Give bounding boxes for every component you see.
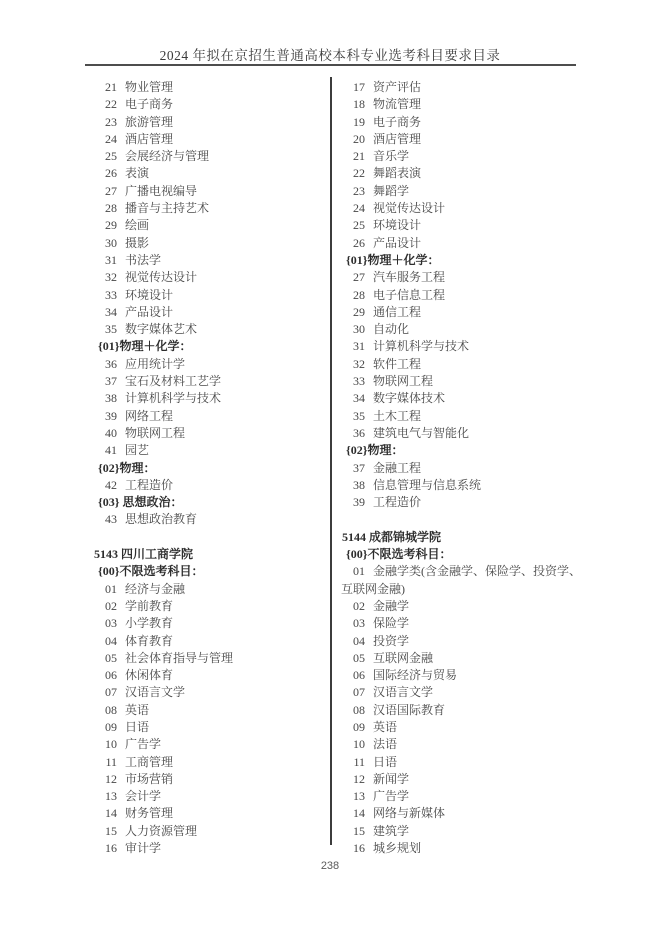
major-name: 舞蹈学 <box>373 183 410 198</box>
major-item <box>93 269 329 286</box>
major-number: 30 <box>105 235 117 250</box>
major-name: 电子商务 <box>125 97 174 112</box>
major-item <box>341 719 641 736</box>
major-number: 12 <box>353 771 365 786</box>
major-name: 绘画 <box>125 218 150 233</box>
major-name: 汉语国际教育 <box>373 702 446 717</box>
section-header: {00}不限选考科目： <box>98 564 204 579</box>
major-name: 建筑电气与智能化 <box>373 425 470 440</box>
major-number: 23 <box>353 183 365 198</box>
major-number: 11 <box>353 754 365 769</box>
major-name: 日语 <box>125 719 150 734</box>
major-number: 36 <box>105 356 117 371</box>
major-item <box>93 598 329 615</box>
major-number: 09 <box>105 719 117 734</box>
major-item <box>93 667 329 684</box>
major-item <box>341 165 641 182</box>
major-item <box>93 823 329 840</box>
major-number: 03 <box>353 616 365 631</box>
major-item <box>93 511 329 528</box>
major-name: 会计学 <box>125 789 162 804</box>
major-number: 19 <box>353 114 365 129</box>
major-number: 13 <box>353 789 365 804</box>
major-item <box>93 408 329 425</box>
major-name: 产品设计 <box>125 304 174 319</box>
major-number: 27 <box>105 183 117 198</box>
major-name: 环境设计 <box>125 287 174 302</box>
major-number: 32 <box>105 270 117 285</box>
major-number: 38 <box>353 477 365 492</box>
major-item <box>93 615 329 632</box>
major-item <box>341 754 641 771</box>
major-name: 体育教育 <box>125 633 174 648</box>
major-item <box>341 771 641 788</box>
major-number: 15 <box>353 823 365 838</box>
major-number: 08 <box>105 702 117 717</box>
major-item <box>93 805 329 822</box>
major-name: 会展经济与管理 <box>125 149 210 164</box>
major-item <box>93 79 329 96</box>
major-item <box>341 321 641 338</box>
major-item <box>341 563 641 580</box>
major-number: 24 <box>105 131 117 146</box>
section-header: {01}物理＋化学： <box>98 339 192 354</box>
major-item <box>341 356 641 373</box>
section-header: {00}不限选考科目： <box>346 547 452 562</box>
major-name: 投资学 <box>373 633 410 648</box>
major-number: 06 <box>353 668 365 683</box>
major-name: 金融学类(含金融学、保险学、投资学、 <box>373 564 581 579</box>
major-number: 39 <box>105 408 117 423</box>
major-item <box>93 131 329 148</box>
major-item <box>341 235 641 252</box>
page-header-title: 2024 年拟在京招生普通高校本科专业选考科目要求目录 <box>159 48 501 63</box>
major-number: 10 <box>353 737 365 752</box>
major-number: 38 <box>105 391 117 406</box>
major-number: 17 <box>353 80 365 94</box>
major-number: 07 <box>105 685 117 700</box>
major-item <box>341 684 641 701</box>
wrap-line: 互联网金融) <box>341 581 405 596</box>
major-name: 财务管理 <box>125 806 174 821</box>
major-item <box>341 79 641 96</box>
major-number: 05 <box>353 650 365 665</box>
major-name: 思想政治教育 <box>125 512 198 527</box>
section-header: {02}物理： <box>346 443 404 458</box>
major-item <box>93 477 329 494</box>
major-item <box>341 460 641 477</box>
major-item <box>341 287 641 304</box>
major-number: 22 <box>105 97 117 112</box>
major-number: 36 <box>353 425 365 440</box>
major-name: 表演 <box>125 166 150 181</box>
major-item <box>341 131 641 148</box>
major-number: 40 <box>105 425 117 440</box>
major-name: 汽车服务工程 <box>373 270 446 285</box>
major-item <box>341 615 641 632</box>
major-number: 07 <box>353 685 365 700</box>
major-number: 33 <box>353 374 365 389</box>
major-number: 08 <box>353 702 365 717</box>
major-name: 社会体育指导与管理 <box>125 650 234 665</box>
major-name: 法语 <box>373 737 398 752</box>
major-item <box>341 114 641 131</box>
major-number: 39 <box>353 495 365 510</box>
major-number: 41 <box>105 443 117 458</box>
major-name: 英语 <box>373 719 398 734</box>
major-name: 工商管理 <box>125 754 174 769</box>
major-item <box>341 96 641 113</box>
major-name: 广播电视编导 <box>125 183 198 198</box>
major-number: 25 <box>105 149 117 164</box>
major-item <box>341 373 641 390</box>
major-number: 11 <box>105 754 117 769</box>
major-item <box>93 165 329 182</box>
column-divider <box>330 77 332 845</box>
major-name: 物业管理 <box>125 80 174 94</box>
major-item <box>341 217 641 234</box>
major-item <box>93 235 329 252</box>
major-name: 宝石及材料工艺学 <box>125 374 222 389</box>
major-item <box>93 183 329 200</box>
major-item <box>93 771 329 788</box>
major-number: 31 <box>105 252 117 267</box>
major-name: 新闻学 <box>373 771 410 786</box>
major-name: 摄影 <box>125 235 150 250</box>
major-number: 28 <box>353 287 365 302</box>
major-number: 10 <box>105 737 117 752</box>
major-name: 园艺 <box>125 443 150 458</box>
major-name: 城乡规划 <box>373 841 422 856</box>
major-number: 35 <box>105 322 117 337</box>
major-name: 工程造价 <box>373 495 422 510</box>
major-number: 32 <box>353 356 365 371</box>
major-number: 01 <box>105 581 117 596</box>
major-item <box>93 252 329 269</box>
major-item <box>341 148 641 165</box>
major-item <box>93 581 329 598</box>
major-name: 书法学 <box>125 252 162 267</box>
major-name: 通信工程 <box>373 304 422 319</box>
major-number: 25 <box>353 218 365 233</box>
major-name: 物联网工程 <box>373 374 434 389</box>
major-item <box>341 269 641 286</box>
major-name: 网络与新媒体 <box>373 806 446 821</box>
column-left <box>93 79 329 857</box>
major-number: 26 <box>353 235 365 250</box>
school-header: 5143 四川工商学院 <box>94 547 194 562</box>
major-name: 视觉传达设计 <box>373 201 446 216</box>
major-item <box>341 702 641 719</box>
major-name: 电子商务 <box>373 114 422 129</box>
major-number: 04 <box>353 633 365 648</box>
major-name: 应用统计学 <box>125 356 186 371</box>
major-item <box>93 148 329 165</box>
major-item <box>93 321 329 338</box>
section-header: {01}物理＋化学： <box>346 252 440 267</box>
major-number: 01 <box>353 564 365 579</box>
major-name: 互联网金融 <box>373 650 434 665</box>
major-item <box>341 805 641 822</box>
major-item <box>341 823 641 840</box>
major-item <box>93 788 329 805</box>
major-name: 电子信息工程 <box>373 287 446 302</box>
major-name: 数字媒体技术 <box>373 391 446 406</box>
major-name: 音乐学 <box>373 149 410 164</box>
major-item <box>93 390 329 407</box>
major-name: 金融学 <box>373 598 410 613</box>
page-number: 238 <box>320 860 340 872</box>
major-name: 金融工程 <box>373 460 422 475</box>
major-name: 人力资源管理 <box>125 823 198 838</box>
major-item <box>93 702 329 719</box>
major-item <box>341 183 641 200</box>
major-item <box>93 736 329 753</box>
major-number: 20 <box>353 131 365 146</box>
major-name: 视觉传达设计 <box>125 270 198 285</box>
major-name: 汉语言文学 <box>125 685 186 700</box>
header-rule <box>85 64 576 66</box>
major-number: 28 <box>105 201 117 216</box>
major-name: 物流管理 <box>373 97 422 112</box>
major-number: 26 <box>105 166 117 181</box>
major-name: 工程造价 <box>125 477 174 492</box>
major-item <box>341 494 641 511</box>
major-number: 16 <box>353 841 365 856</box>
major-name: 播音与主持艺术 <box>125 201 210 216</box>
major-item <box>93 200 329 217</box>
major-item <box>93 425 329 442</box>
major-name: 旅游管理 <box>125 114 174 129</box>
major-number: 12 <box>105 771 117 786</box>
major-item <box>341 390 641 407</box>
major-number: 24 <box>353 201 365 216</box>
major-name: 产品设计 <box>373 235 422 250</box>
major-name: 广告学 <box>125 737 162 752</box>
major-number: 29 <box>353 304 365 319</box>
major-number: 13 <box>105 789 117 804</box>
major-number: 04 <box>105 633 117 648</box>
major-item <box>341 736 641 753</box>
major-item <box>93 287 329 304</box>
major-name: 自动化 <box>373 322 410 337</box>
major-name: 软件工程 <box>373 356 422 371</box>
major-item <box>93 217 329 234</box>
major-item <box>93 754 329 771</box>
major-item <box>93 840 329 857</box>
major-number: 30 <box>353 322 365 337</box>
major-name: 计算机科学与技术 <box>373 339 470 354</box>
major-item <box>341 408 641 425</box>
major-name: 信息管理与信息系统 <box>373 477 482 492</box>
major-item <box>341 304 641 321</box>
major-name: 酒店管理 <box>125 131 174 146</box>
major-number: 03 <box>105 616 117 631</box>
major-item <box>341 633 641 650</box>
major-number: 14 <box>105 806 117 821</box>
major-item <box>341 788 641 805</box>
major-name: 网络工程 <box>125 408 174 423</box>
major-name: 国际经济与贸易 <box>373 668 458 683</box>
major-item <box>341 338 641 355</box>
major-name: 土木工程 <box>373 408 422 423</box>
major-name: 舞蹈表演 <box>373 166 422 181</box>
major-name: 汉语言文学 <box>373 685 434 700</box>
major-number: 29 <box>105 218 117 233</box>
major-number: 34 <box>105 304 117 319</box>
major-name: 经济与金融 <box>125 581 186 596</box>
major-number: 27 <box>353 270 365 285</box>
major-item <box>93 719 329 736</box>
major-number: 23 <box>105 114 117 129</box>
school-header: 5144 成都锦城学院 <box>342 529 442 544</box>
major-number: 37 <box>353 460 365 475</box>
major-number: 21 <box>353 149 365 164</box>
major-name: 英语 <box>125 702 150 717</box>
major-name: 数字媒体艺术 <box>125 322 198 337</box>
major-number: 31 <box>353 339 365 354</box>
major-item <box>341 598 641 615</box>
major-name: 物联网工程 <box>125 425 186 440</box>
major-name: 计算机科学与技术 <box>125 391 222 406</box>
blank-line <box>341 511 641 528</box>
major-item <box>93 442 329 459</box>
major-item <box>93 650 329 667</box>
major-item <box>93 373 329 390</box>
major-item <box>341 650 641 667</box>
major-number: 22 <box>353 166 365 181</box>
major-number: 43 <box>105 512 117 527</box>
major-name: 环境设计 <box>373 218 422 233</box>
major-name: 日语 <box>373 754 398 769</box>
major-name: 学前教育 <box>125 598 174 613</box>
major-name: 审计学 <box>125 841 162 856</box>
blank-line <box>93 529 329 546</box>
major-number: 02 <box>105 598 117 613</box>
major-item <box>93 96 329 113</box>
major-number: 06 <box>105 668 117 683</box>
major-name: 广告学 <box>373 789 410 804</box>
major-number: 37 <box>105 374 117 389</box>
major-item <box>93 684 329 701</box>
column-right <box>341 79 641 857</box>
major-name: 酒店管理 <box>373 131 422 146</box>
major-number: 35 <box>353 408 365 423</box>
major-item <box>341 200 641 217</box>
major-name: 小学教育 <box>125 616 174 631</box>
major-name: 市场营销 <box>125 771 174 786</box>
major-number: 42 <box>105 477 117 492</box>
major-number: 21 <box>105 80 117 94</box>
section-header: {02}物理： <box>98 460 156 475</box>
major-number: 14 <box>353 806 365 821</box>
section-header: {03} 思想政治： <box>98 495 183 510</box>
major-number: 15 <box>105 823 117 838</box>
major-name: 保险学 <box>373 616 410 631</box>
major-number: 09 <box>353 719 365 734</box>
major-item <box>341 667 641 684</box>
major-number: 16 <box>105 841 117 856</box>
major-number: 34 <box>353 391 365 406</box>
major-item <box>341 477 641 494</box>
major-item <box>341 425 641 442</box>
major-number: 02 <box>353 598 365 613</box>
major-item <box>93 633 329 650</box>
major-item <box>341 840 641 857</box>
major-name: 建筑学 <box>373 823 410 838</box>
major-item <box>93 356 329 373</box>
major-number: 05 <box>105 650 117 665</box>
major-item <box>93 304 329 321</box>
major-number: 33 <box>105 287 117 302</box>
major-number: 18 <box>353 97 365 112</box>
major-item <box>93 114 329 131</box>
major-name: 资产评估 <box>373 80 422 94</box>
major-name: 休闲体育 <box>125 668 174 683</box>
